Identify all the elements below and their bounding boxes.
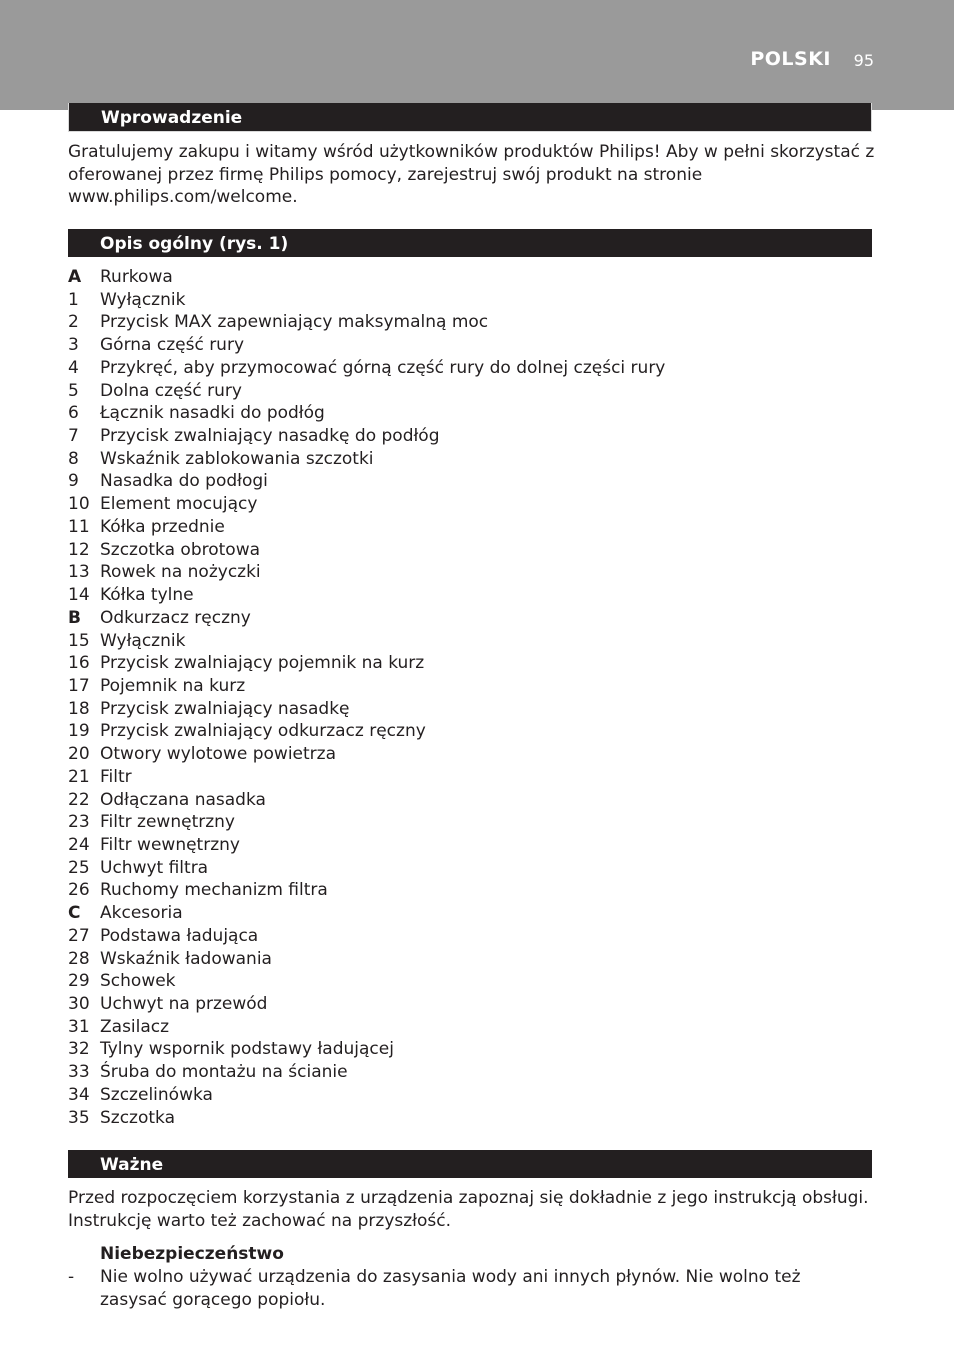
- list-item: [68, 1038, 665, 1061]
- item-number: 25: [68, 857, 90, 878]
- item-number: 16: [68, 653, 90, 674]
- item-number: 27: [68, 925, 90, 946]
- list-item: [68, 425, 665, 448]
- item-number: 11: [68, 516, 90, 537]
- list-item: [68, 311, 665, 334]
- item-number: 29: [68, 971, 90, 992]
- overview-list: [68, 266, 665, 1129]
- item-label: Przykręć, aby przymocować górną część rury do dolnej części rury: [100, 357, 666, 378]
- list-item: [68, 539, 665, 562]
- item-number: B: [68, 607, 81, 628]
- list-item: [68, 561, 665, 584]
- item-label: Pojemnik na kurz: [100, 675, 246, 696]
- list-item: [68, 857, 665, 880]
- item-label: Wyłącznik: [100, 289, 186, 310]
- list-item: [68, 970, 665, 993]
- item-label: Filtr: [100, 766, 132, 787]
- danger-heading: Niebezpieczeństwo: [100, 1244, 284, 1264]
- list-item: [68, 1061, 665, 1084]
- item-number: 3: [68, 335, 79, 356]
- item-label: Element mocujący: [100, 494, 258, 515]
- item-number: 26: [68, 880, 90, 901]
- item-label: Akcesoria: [100, 903, 183, 924]
- item-label: Odkurzacz ręczny: [100, 607, 251, 628]
- item-label: Górna część rury: [100, 335, 245, 356]
- list-item: [68, 948, 665, 971]
- item-number: 14: [68, 585, 90, 606]
- item-number: 35: [68, 1107, 90, 1128]
- page-number: 95: [853, 51, 874, 70]
- item-label: Wskaźnik zablokowania szczotki: [100, 448, 374, 469]
- bullet-marker: -: [68, 1267, 75, 1287]
- list-item: [68, 334, 665, 357]
- item-label: Filtr zewnętrzny: [100, 812, 235, 833]
- important-paragraph: Przed rozpoczęciem korzystania z urządzenia zapoznaj się dokładnie z jego instrukcją obsługi. Instrukcję warto też zachować na przyszłość.: [68, 1188, 869, 1231]
- section-title-important: Ważne: [100, 1155, 164, 1175]
- item-label: Rowek na nożyczki: [100, 562, 261, 583]
- list-item: [68, 380, 665, 403]
- list-item: [68, 834, 665, 857]
- item-label: Łącznik nasadki do podłóg: [100, 403, 325, 424]
- item-number: 24: [68, 834, 90, 855]
- list-item: [68, 607, 665, 630]
- list-item: [68, 902, 665, 925]
- item-number: 5: [68, 380, 79, 401]
- item-number: C: [68, 903, 81, 924]
- item-number: 8: [68, 448, 79, 469]
- item-label: Tylny wspornik podstawy ładującej: [100, 1039, 394, 1060]
- section-title-intro: Wprowadzenie: [101, 108, 243, 128]
- header-band: [0, 0, 954, 110]
- list-item: [68, 879, 665, 902]
- list-item: [68, 470, 665, 493]
- danger-item: [68, 1266, 868, 1311]
- item-label: Otwory wylotowe powietrza: [100, 744, 336, 765]
- list-item: [68, 789, 665, 812]
- item-number: 31: [68, 1016, 90, 1037]
- item-label: Kółka tylne: [100, 585, 194, 606]
- list-item: [68, 698, 665, 721]
- list-item: [68, 357, 665, 380]
- list-item: [68, 630, 665, 653]
- item-number: 34: [68, 1084, 90, 1105]
- list-item: [68, 584, 665, 607]
- list-item: [68, 766, 665, 789]
- item-number: 33: [68, 1062, 90, 1083]
- item-number: 13: [68, 562, 90, 583]
- item-label: Wskaźnik ładowania: [100, 948, 272, 969]
- list-item: [68, 993, 665, 1016]
- item-label: Filtr wewnętrzny: [100, 834, 240, 855]
- list-item: [68, 811, 665, 834]
- list-item: [68, 1107, 665, 1130]
- item-number: 10: [68, 494, 90, 515]
- item-number: 4: [68, 357, 79, 378]
- list-item: [68, 652, 665, 675]
- item-label: Zasilacz: [100, 1016, 170, 1037]
- item-number: 28: [68, 948, 90, 969]
- item-number: 32: [68, 1039, 90, 1060]
- item-number: 6: [68, 403, 79, 424]
- item-number: 1: [68, 289, 79, 310]
- item-label: Uchwyt na przewód: [100, 994, 268, 1014]
- list-item: [68, 493, 665, 516]
- item-label: Śruba do montażu na ścianie: [100, 1062, 348, 1083]
- item-label: Ruchomy mechanizm filtra: [100, 880, 328, 901]
- item-label: Przycisk MAX zapewniający maksymalną moc: [100, 312, 489, 333]
- item-number: 30: [68, 994, 90, 1014]
- item-number: 18: [68, 698, 90, 719]
- item-number: A: [68, 267, 82, 287]
- list-item: [68, 402, 665, 425]
- item-number: 9: [68, 471, 79, 492]
- list-item: [68, 1016, 665, 1039]
- item-number: 7: [68, 426, 79, 447]
- section-bar-intro: [68, 103, 872, 132]
- section-bar-important: [68, 1150, 872, 1178]
- item-label: Wyłącznik: [100, 630, 186, 651]
- list-item: [68, 448, 665, 471]
- item-label: Podstawa ładująca: [100, 925, 259, 946]
- item-number: 2: [68, 312, 79, 333]
- list-item: [68, 266, 665, 289]
- item-number: 15: [68, 630, 90, 651]
- section-bar-overview: [68, 229, 872, 257]
- item-number: 20: [68, 744, 90, 765]
- list-item: [68, 925, 665, 948]
- item-number: 21: [68, 766, 90, 787]
- list-item: [68, 289, 665, 312]
- item-label: Uchwyt filtra: [100, 857, 209, 878]
- danger-item-text: Nie wolno używać urządzenia do zasysania wody ani innych płynów. Nie wolno też zasysać gorącego popiołu.: [100, 1267, 801, 1310]
- item-number: 17: [68, 675, 90, 696]
- list-item: [68, 675, 665, 698]
- item-label: Rurkowa: [100, 267, 173, 287]
- item-label: Przycisk zwalniający nasadkę do podłóg: [100, 426, 440, 447]
- item-label: Przycisk zwalniający nasadkę: [100, 698, 350, 719]
- item-label: Kółka przednie: [100, 516, 225, 537]
- language-label: POLSKI: [750, 48, 831, 70]
- item-label: Przycisk zwalniający pojemnik na kurz: [100, 653, 425, 674]
- item-label: Szczotka: [100, 1107, 176, 1128]
- item-label: Dolna część rury: [100, 380, 242, 401]
- item-label: Szczotka obrotowa: [100, 539, 261, 560]
- intro-paragraph: Gratulujemy zakupu i witamy wśród użytkowników produktów Philips! Aby w pełni skorzystać z oferowanej przez firmę Philips pomocy, zarejestruj swój produkt na stronie www.philips.com/welcome.: [68, 142, 875, 208]
- item-number: 12: [68, 539, 90, 560]
- item-label: Przycisk zwalniający odkurzacz ręczny: [100, 721, 426, 742]
- item-number: 22: [68, 789, 90, 810]
- list-item: [68, 516, 665, 539]
- item-number: 23: [68, 812, 90, 833]
- item-number: 19: [68, 721, 90, 742]
- list-item: [68, 743, 665, 766]
- item-label: Schowek: [100, 971, 176, 992]
- section-title-overview: Opis ogólny (rys. 1): [100, 234, 289, 254]
- list-item: [68, 1084, 665, 1107]
- item-label: Szczelinówka: [100, 1084, 213, 1105]
- item-label: Nasadka do podłogi: [100, 471, 268, 492]
- item-label: Odłączana nasadka: [100, 789, 266, 810]
- list-item: [68, 720, 665, 743]
